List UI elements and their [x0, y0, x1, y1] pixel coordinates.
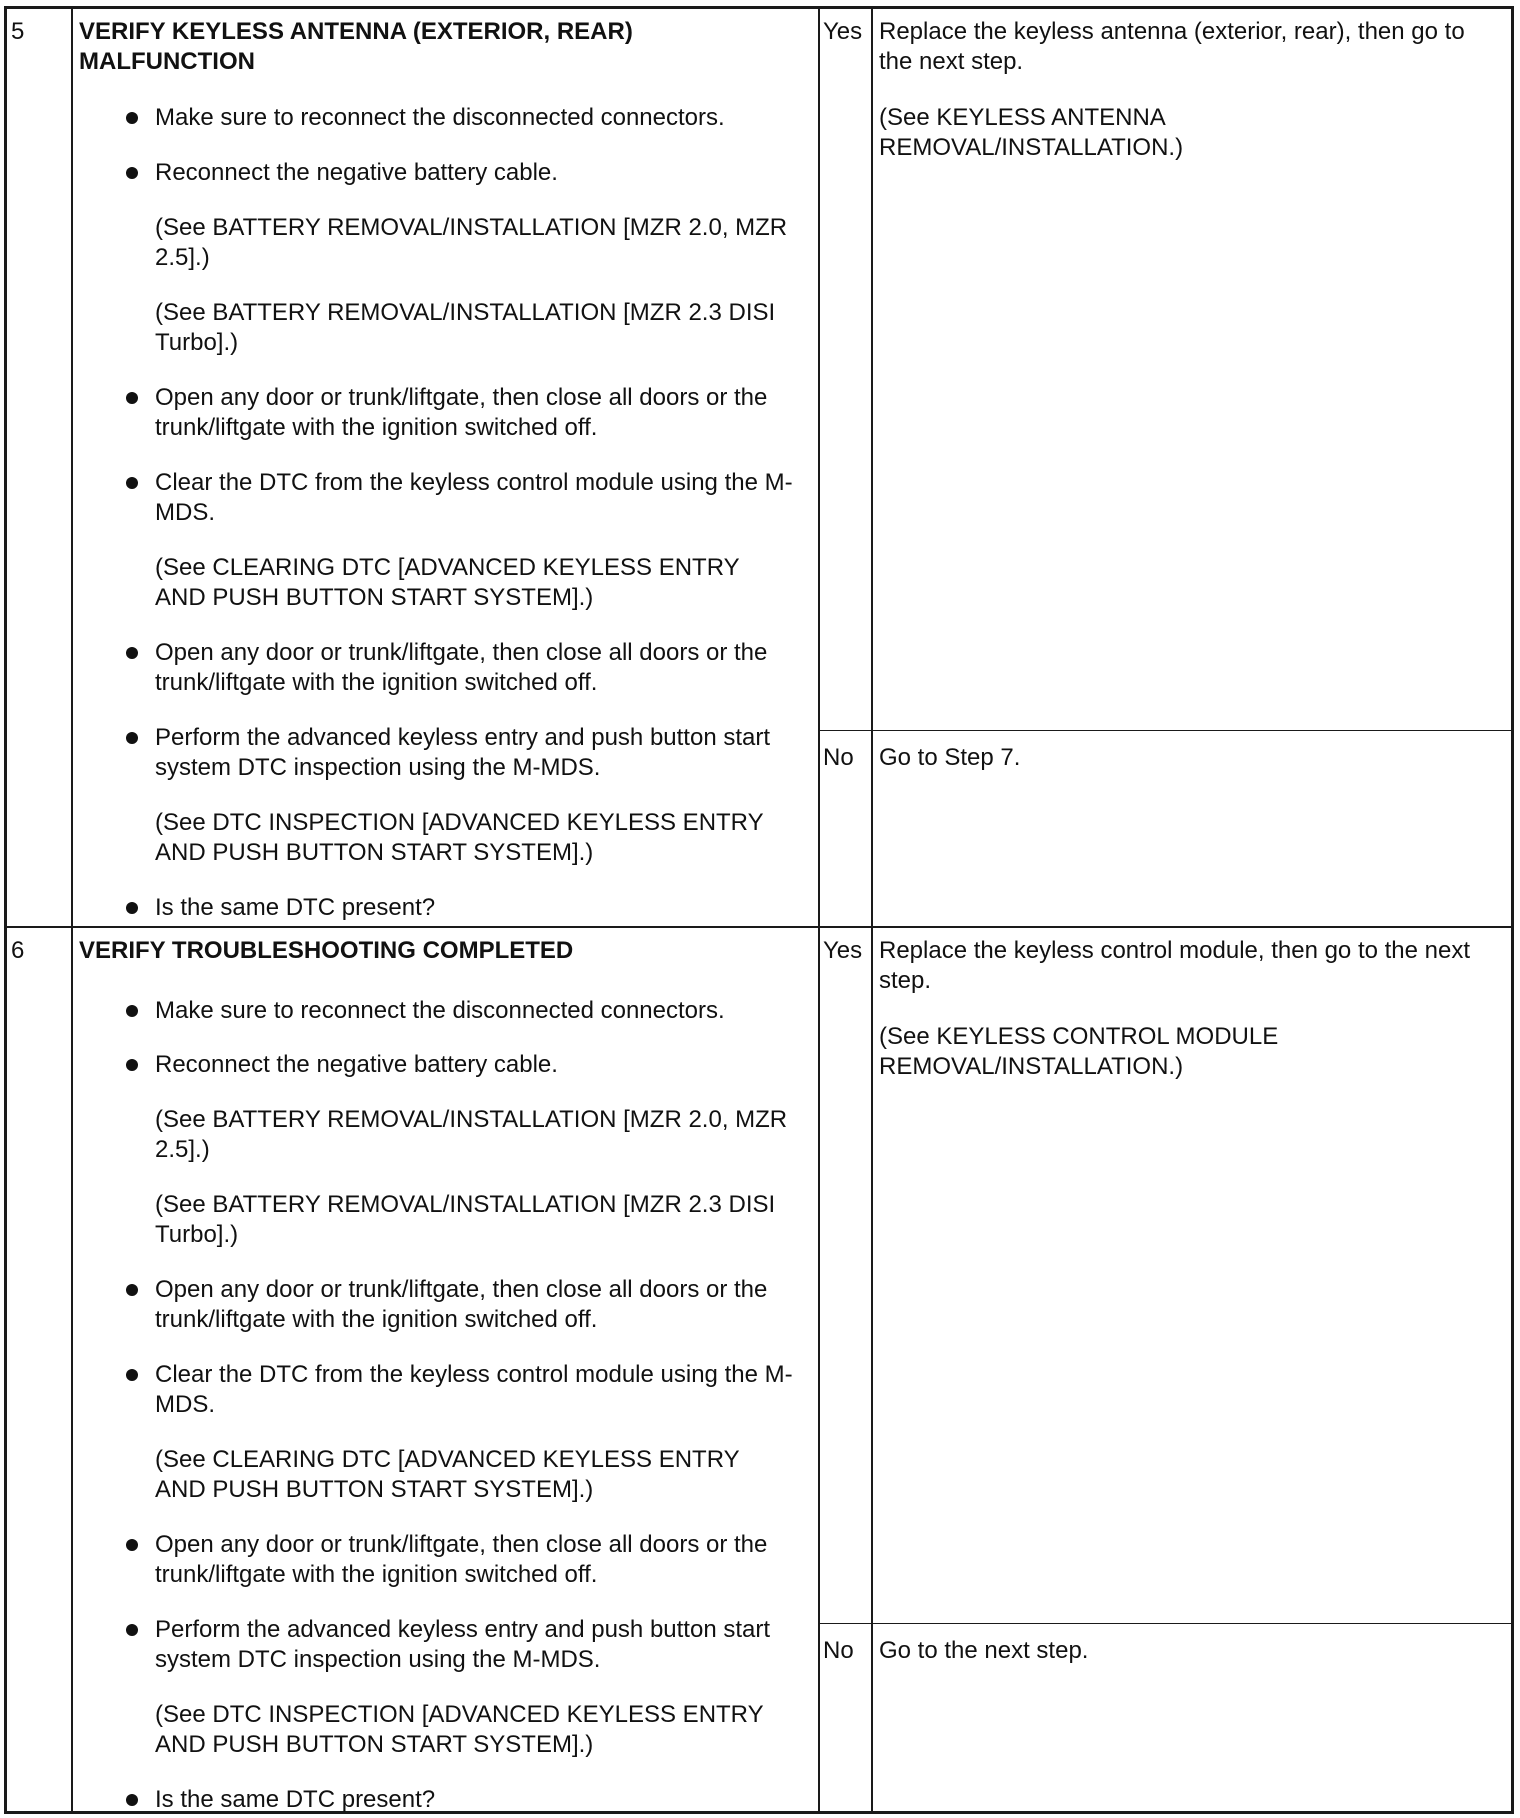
reference-note: (See DTC INSPECTION [ADVANCED KEYLESS ENTRY AND PUSH BUTTON START SYSTEM].): [155, 809, 764, 866]
step-number: 6: [11, 937, 25, 964]
step-title: VERIFY KEYLESS ANTENNA (EXTERIOR, REAR) MALFUNCTION: [79, 18, 633, 75]
row-divider: [7, 926, 1511, 928]
instruction-item: Is the same DTC present?: [155, 1786, 436, 1813]
yes-reference: (See KEYLESS CONTROL MODULE REMOVAL/INSTALLATION.): [879, 1023, 1279, 1080]
bullet-icon: [126, 1539, 138, 1551]
column-divider-action: [871, 9, 873, 1811]
instruction-item: Open any door or trunk/liftgate, then close all doors or the trunk/liftgate with the ignition switched off.: [155, 1531, 768, 1588]
bullet-icon: [126, 1059, 138, 1071]
yes-reference: (See KEYLESS ANTENNA REMOVAL/INSTALLATION.): [879, 104, 1184, 161]
reference-note: (See CLEARING DTC [ADVANCED KEYLESS ENTRY AND PUSH BUTTON START SYSTEM].): [155, 554, 740, 611]
bullet-icon: [126, 1624, 138, 1636]
instruction-item: Open any door or trunk/liftgate, then close all doors or the trunk/liftgate with the ignition switched off.: [155, 1276, 768, 1333]
instruction-item: Perform the advanced keyless entry and push button start system DTC inspection using the M-MDS.: [155, 1616, 771, 1673]
yes-no-divider-step5: [818, 730, 1511, 731]
reference-note: (See BATTERY REMOVAL/INSTALLATION [MZR 2.3 DISI Turbo].): [155, 1191, 776, 1248]
instruction-item: Make sure to reconnect the disconnected connectors.: [155, 104, 725, 131]
bullet-icon: [126, 1369, 138, 1381]
instruction-item: Reconnect the negative battery cable.: [155, 159, 558, 186]
instruction-item: Open any door or trunk/liftgate, then close all doors or the trunk/liftgate with the ignition switched off.: [155, 639, 768, 696]
bullet-icon: [126, 477, 138, 489]
bullet-icon: [126, 1794, 138, 1806]
no-action: Go to Step 7.: [879, 744, 1021, 771]
no-label: No: [823, 744, 854, 771]
instruction-item: Clear the DTC from the keyless control module using the M-MDS.: [155, 1361, 793, 1418]
reference-note: (See BATTERY REMOVAL/INSTALLATION [MZR 2.0, MZR 2.5].): [155, 214, 788, 271]
reference-note: (See CLEARING DTC [ADVANCED KEYLESS ENTRY AND PUSH BUTTON START SYSTEM].): [155, 1446, 740, 1503]
instruction-item: Make sure to reconnect the disconnected connectors.: [155, 997, 725, 1024]
bullet-icon: [126, 392, 138, 404]
instruction-item: Open any door or trunk/liftgate, then close all doors or the trunk/liftgate with the ignition switched off.: [155, 384, 768, 441]
instruction-item: Is the same DTC present?: [155, 894, 436, 921]
no-action: Go to the next step.: [879, 1637, 1089, 1664]
bullet-icon: [126, 732, 138, 744]
yes-label: Yes: [823, 937, 863, 964]
instruction-item: Clear the DTC from the keyless control module using the M-MDS.: [155, 469, 793, 526]
bullet-icon: [126, 647, 138, 659]
step-number: 5: [11, 18, 25, 45]
reference-note: (See BATTERY REMOVAL/INSTALLATION [MZR 2.3 DISI Turbo].): [155, 299, 776, 356]
instruction-item: Perform the advanced keyless entry and push button start system DTC inspection using the M-MDS.: [155, 724, 771, 781]
bullet-icon: [126, 167, 138, 179]
column-divider-step: [71, 9, 73, 1811]
reference-note: (See BATTERY REMOVAL/INSTALLATION [MZR 2.0, MZR 2.5].): [155, 1106, 788, 1163]
reference-note: (See DTC INSPECTION [ADVANCED KEYLESS ENTRY AND PUSH BUTTON START SYSTEM].): [155, 1701, 764, 1758]
column-divider-answer: [818, 9, 820, 1811]
bullet-icon: [126, 902, 138, 914]
step-title: VERIFY TROUBLESHOOTING COMPLETED: [79, 937, 574, 964]
instruction-item: Reconnect the negative battery cable.: [155, 1051, 558, 1078]
bullet-icon: [126, 1284, 138, 1296]
troubleshooting-table: [4, 6, 1514, 1814]
yes-no-divider-step6: [818, 1623, 1511, 1624]
yes-action: Replace the keyless antenna (exterior, rear), then go to the next step.: [879, 18, 1465, 75]
bullet-icon: [126, 112, 138, 124]
no-label: No: [823, 1637, 854, 1664]
bullet-icon: [126, 1005, 138, 1017]
yes-label: Yes: [823, 18, 863, 45]
yes-action: Replace the keyless control module, then go to the next step.: [879, 937, 1471, 994]
